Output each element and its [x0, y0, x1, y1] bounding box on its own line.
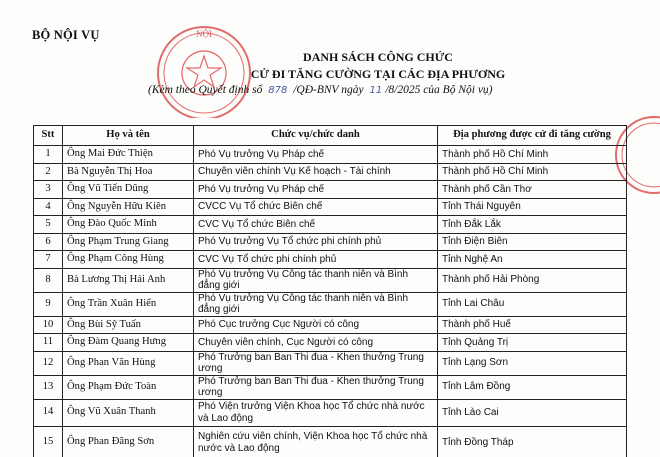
cell-location: Tỉnh Lai Châu	[438, 292, 627, 316]
cell-position: Phó Trưởng ban Ban Thi đua - Khen thưởng Trung ương	[194, 375, 438, 399]
table-row	[34, 198, 627, 216]
decision-day: 11	[369, 85, 383, 96]
table-row	[34, 334, 627, 352]
cell-position: Phó Trưởng ban Ban Thi đua - Khen thưởng Trung ương	[194, 351, 438, 375]
cell-position: Nghiên cứu viên chính, Viện Khoa học Tổ chức nhà nước và Lao động	[194, 426, 438, 457]
cell-name: Ông Phan Văn Hùng	[63, 351, 194, 375]
col-header-location: Địa phương được cử đi tăng cường	[438, 126, 627, 146]
cell-location: Tỉnh Đồng Tháp	[438, 426, 627, 457]
table-row	[34, 292, 627, 316]
cell-name: Ông Đào Quốc Minh	[63, 216, 194, 234]
cell-name: Bà Nguyễn Thị Hoa	[63, 163, 194, 181]
cell-position: CVC Vụ Tổ chức phi chính phủ	[194, 251, 438, 269]
cell-stt: 11	[34, 334, 63, 352]
cell-stt: 4	[34, 198, 63, 216]
cell-stt: 7	[34, 251, 63, 269]
cell-name: Ông Phạm Công Hùng	[63, 251, 194, 269]
cell-position: CVC Vụ Tổ chức Biên chế	[194, 216, 438, 234]
cell-location: Tỉnh Điện Biên	[438, 233, 627, 251]
cell-name: Ông Phan Đăng Sơn	[63, 426, 194, 457]
table-row	[34, 251, 627, 269]
staff-table	[33, 125, 627, 457]
cell-stt: 2	[34, 163, 63, 181]
cell-position: Phó Viện trưởng Viện Khoa học Tổ chức nhà nước và Lao động	[194, 399, 438, 426]
cell-name: Ông Bùi Sỹ Tuấn	[63, 316, 194, 334]
cell-stt: 15	[34, 426, 63, 457]
cell-position: Phó Vụ trưởng Vụ Công tác thanh niên và Bình đẳng giới	[194, 268, 438, 292]
cell-location: Thành phố Huế	[438, 316, 627, 334]
cell-name: Ông Vũ Xuân Thanh	[63, 399, 194, 426]
cell-stt: 5	[34, 216, 63, 234]
subtitle-suffix: /8/2025 của Bộ Nội vụ)	[385, 84, 493, 96]
table-row	[34, 146, 627, 164]
table-row	[34, 163, 627, 181]
table-row	[34, 351, 627, 375]
cell-location: Thành phố Cần Thơ	[438, 181, 627, 199]
cell-position: Phó Cục trưởng Cục Người có công	[194, 316, 438, 334]
stamp-text: NỘI	[196, 29, 212, 39]
cell-location: Tỉnh Lâm Đồng	[438, 375, 627, 399]
table-row	[34, 426, 627, 457]
table-row	[34, 399, 627, 426]
cell-location: Tỉnh Quảng Trị	[438, 334, 627, 352]
cell-location: Tỉnh Lạng Sơn	[438, 351, 627, 375]
cell-location: Thành phố Hải Phòng	[438, 268, 627, 292]
cell-location: Tỉnh Thái Nguyên	[438, 198, 627, 216]
title-line-1: DANH SÁCH CÔNG CHỨC	[303, 50, 453, 64]
cell-name: Ông Phạm Đức Toàn	[63, 375, 194, 399]
table-row	[34, 316, 627, 334]
cell-position: Phó Vụ trưởng Vụ Tổ chức phi chính phủ	[194, 233, 438, 251]
cell-name: Ông Phạm Trung Giang	[63, 233, 194, 251]
cell-position: Phó Vụ trưởng Vụ Pháp chế	[194, 181, 438, 199]
decision-reference	[148, 84, 493, 96]
title-line-2: CỬ ĐI TĂNG CƯỜNG TẠI CÁC ĐỊA PHƯƠNG	[250, 67, 506, 81]
cell-name: Ông Trần Xuân Hiển	[63, 292, 194, 316]
cell-stt: 13	[34, 375, 63, 399]
subtitle-prefix: (Kèm theo Quyết định số	[148, 84, 263, 96]
cell-position: Chuyên viên chính, Cục Người có công	[194, 334, 438, 352]
cell-stt: 14	[34, 399, 63, 426]
table-row	[34, 375, 627, 399]
col-header-position: Chức vụ/chức danh	[194, 126, 438, 146]
cell-location: Tỉnh Nghệ An	[438, 251, 627, 269]
cell-location: Thành phố Hồ Chí Minh	[438, 146, 627, 164]
col-header-name: Họ và tên	[63, 126, 194, 146]
agency-name: BỘ NỘI VỤ	[32, 28, 100, 42]
cell-name: Ông Mai Đức Thiện	[63, 146, 194, 164]
cell-stt: 6	[34, 233, 63, 251]
cell-stt: 3	[34, 181, 63, 199]
cell-position: Chuyên viên chính Vụ Kế hoạch - Tài chính	[194, 163, 438, 181]
cell-location: Tỉnh Đắk Lắk	[438, 216, 627, 234]
subtitle-mid: /QĐ-BNV ngày	[293, 84, 364, 96]
cell-location: Thành phố Hồ Chí Minh	[438, 163, 627, 181]
cell-stt: 12	[34, 351, 63, 375]
table-row	[34, 233, 627, 251]
cell-name: Ông Nguyễn Hữu Kiên	[63, 198, 194, 216]
table-row	[34, 216, 627, 234]
cell-stt: 1	[34, 146, 63, 164]
cell-name: Ông Đàm Quang Hưng	[63, 334, 194, 352]
table-row	[34, 268, 627, 292]
cell-stt: 10	[34, 316, 63, 334]
table-header-row	[34, 126, 627, 146]
cell-name: Bà Lương Thị Hải Anh	[63, 268, 194, 292]
cell-stt: 8	[34, 268, 63, 292]
cell-name: Ông Vũ Tiến Dũng	[63, 181, 194, 199]
col-header-stt: Stt	[34, 126, 63, 146]
cell-location: Tỉnh Lào Cai	[438, 399, 627, 426]
cell-position: Phó Vụ trưởng Vụ Pháp chế	[194, 146, 438, 164]
decision-number: 878	[268, 85, 288, 96]
cell-position: Phó Vụ trưởng Vụ Công tác thanh niên và Bình đẳng giới	[194, 292, 438, 316]
cell-stt: 9	[34, 292, 63, 316]
table-row	[34, 181, 627, 199]
cell-position: CVCC Vụ Tổ chức Biên chế	[194, 198, 438, 216]
